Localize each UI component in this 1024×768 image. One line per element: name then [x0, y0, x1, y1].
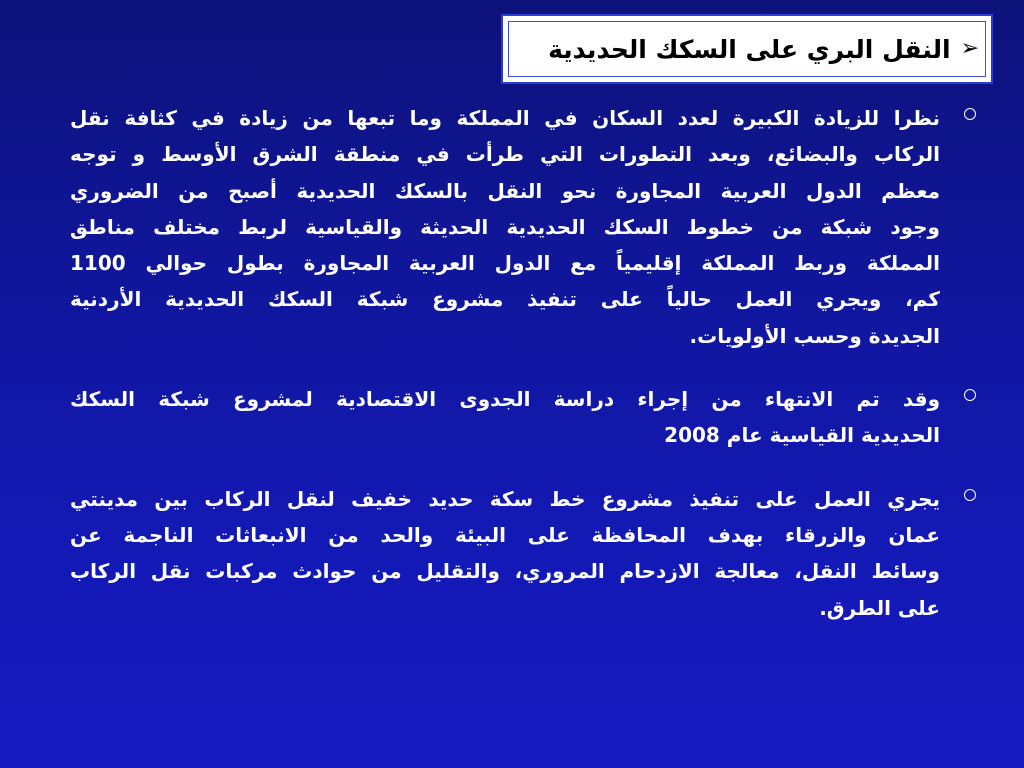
arrow-bullet-icon: ➢ — [960, 36, 979, 61]
bullet-item-2 — [70, 381, 994, 454]
bullet-text-line: الركاب والبضائع، وبعد التطورات التي طرأت في منطقة الشرق الأوسط و توجه — [70, 142, 940, 167]
bullet-text-line: يجري العمل على تنفيذ مشروع خط سكة حديد خفيف لنقل الركاب بين مدينتي — [70, 486, 940, 511]
bullet-text-line: على الطرق. — [819, 595, 940, 620]
bullet-text-line: المملكة وربط المملكة إقليمياً مع الدول العربية المجاورة بطول حوالي 1100 — [70, 251, 940, 276]
bullet-text-line: وسائط النقل، معالجة الازدحام المروري، والتقليل من حوادث مركبات نقل الركاب — [70, 559, 940, 584]
bullet-item-1 — [70, 100, 994, 354]
bullet-text-line: وقد تم الانتهاء من إجراء دراسة الجدوى الاقتصادية لمشروع شبكة السكك — [70, 387, 940, 412]
slide-title: النقل البري على السكك الحديدية — [548, 34, 951, 64]
title-box — [501, 14, 993, 84]
bullet-text-line: نظرا للزيادة الكبيرة لعدد السكان في المملكة وما تبعها من زيادة في كثافة نقل — [70, 106, 940, 130]
circle-bullet-icon — [964, 108, 976, 120]
bullet-text-line: عمان والزرقاء بهدف المحافظة على البيئة والحد من الانبعاثات الناجمة عن — [70, 522, 940, 547]
bullet-item-3 — [70, 481, 994, 626]
circle-bullet-icon — [964, 389, 976, 401]
bullet-text-line: الجديدة وحسب الأولويات. — [689, 323, 940, 348]
bullet-text-line: الحديدية القياسية عام 2008 — [664, 423, 940, 448]
bullet-text-line: معظم الدول العربية المجاورة نحو النقل بالسكك الحديدية أصبح من الضروري — [70, 178, 940, 203]
bullet-list — [70, 100, 994, 653]
title-box-inner — [508, 21, 986, 77]
circle-bullet-icon — [964, 489, 976, 501]
bullet-text-line: كم، ويجري العمل حالياً على تنفيذ مشروع شبكة السكك الحديدية الأردنية — [70, 287, 940, 312]
bullet-text-line: وجود شبكة من خطوط السكك الحديدية الحديثة والقياسية لربط مختلف مناطق — [70, 214, 940, 239]
